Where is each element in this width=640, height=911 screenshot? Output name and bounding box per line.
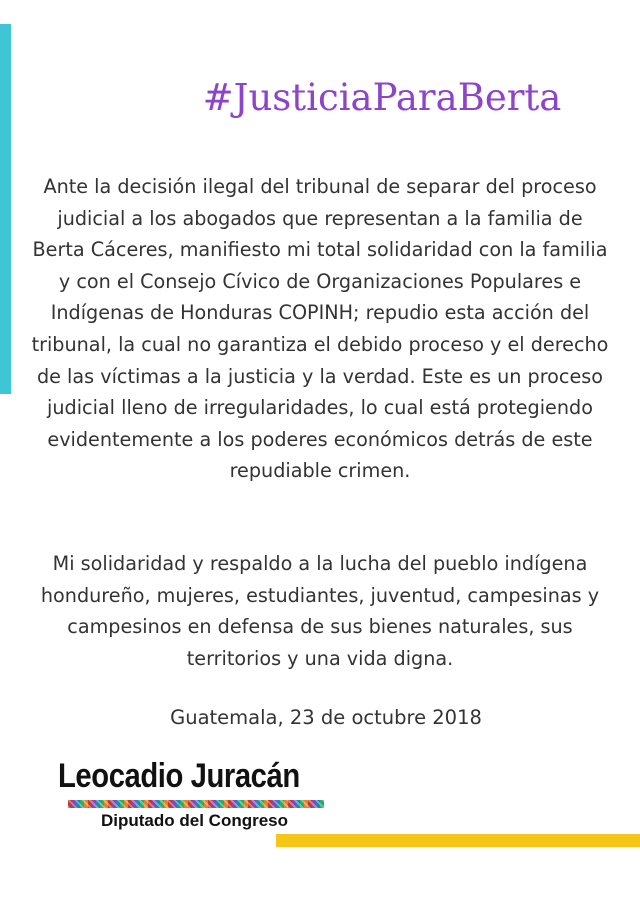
statement-paragraph-2: Mi solidaridad y respaldo a la lucha del pueblo indígena hondureño, mujeres, estudiantes, juventud, campesinas y campesinos en defensa de sus bienes naturales, sus territorios y una vida digna.: [40, 552, 600, 670]
bottom-accent-bar: [276, 834, 640, 847]
decorative-woven-strip-pattern: [68, 800, 324, 808]
hashtag-title: #JusticiaParaBerta: [202, 76, 562, 119]
date-line: Guatemala, 23 de octubre 2018: [170, 706, 482, 729]
statement-paragraph-1: Ante la decisión ilegal del tribunal de separar del proceso judicial a los abogados que representan a la familia de Berta Cáceres, manifiesto mi total solidaridad con la familia y con el Consejo Cívico de Organizaciones Populares e Indígenas de Honduras COPINH; repudio esta acción del tribunal, la cual no garantiza el debido proceso y el derecho de las víctimas a la justicia y la verdad. Este es un proceso judicial lleno de irregularidades, lo cual está protegiendo evidentemente a los poderes económicos detrás de este repudiable crimen.: [31, 175, 609, 483]
signature-name: Leocadio Juracán: [58, 757, 300, 795]
signature-title: Diputado del Congreso: [101, 811, 288, 830]
